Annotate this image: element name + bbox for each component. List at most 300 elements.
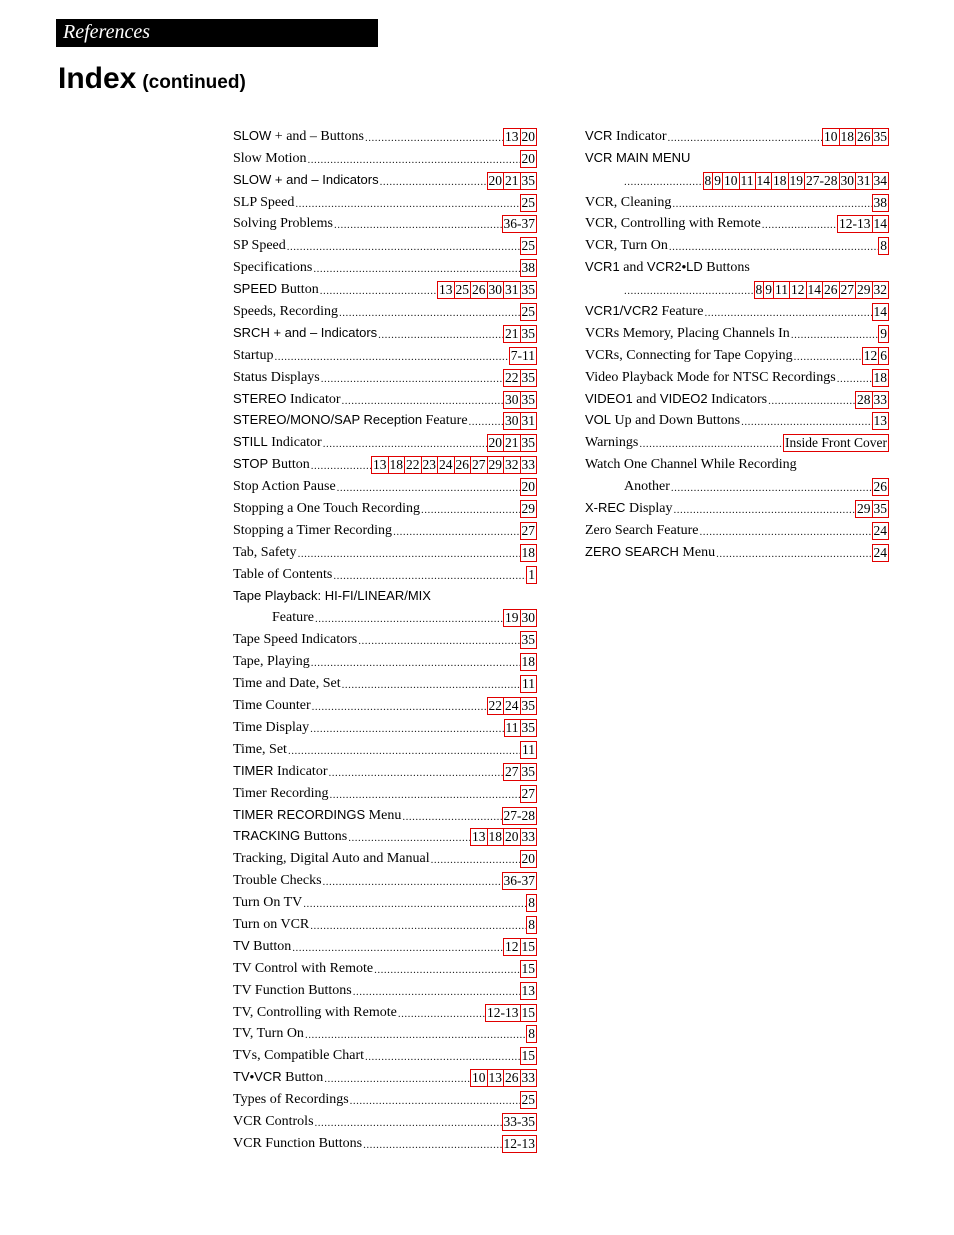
page-links xyxy=(873,303,890,321)
dot-leader xyxy=(398,1009,485,1019)
index-term xyxy=(585,194,671,212)
term-segment: Button xyxy=(281,1070,324,1086)
page-link[interactable]: 26 xyxy=(873,479,887,495)
page-link[interactable]: 25 xyxy=(521,1092,535,1108)
page-link[interactable]: 19 xyxy=(505,610,519,626)
dot-leader xyxy=(315,1118,502,1128)
dot-leader xyxy=(348,833,470,843)
page-link[interactable]: 10 xyxy=(724,172,738,188)
term-segment: Video Playback Mode for NTSC Recordings xyxy=(585,369,836,385)
page-link[interactable]: 26 xyxy=(824,282,838,298)
page-link[interactable]: 33 xyxy=(521,457,535,473)
page-link[interactable]: 38 xyxy=(873,194,887,210)
page-links xyxy=(873,522,890,540)
page-link[interactable]: 27 xyxy=(521,522,535,538)
term-segment: Indicator xyxy=(286,391,341,407)
page-link[interactable]: 14 xyxy=(807,282,821,298)
page-links xyxy=(521,1047,538,1065)
index-entry xyxy=(585,365,889,387)
index-entry xyxy=(585,496,889,518)
page-link[interactable]: 20 xyxy=(521,150,535,166)
page-link[interactable]: 18 xyxy=(521,544,535,560)
page-link[interactable]: 27-28 xyxy=(503,807,535,823)
index-term xyxy=(233,960,373,978)
page-link[interactable]: 35 xyxy=(521,325,535,341)
page-link[interactable]: 18 xyxy=(873,369,887,385)
page-link[interactable]: 8 xyxy=(528,1026,535,1042)
page-links xyxy=(503,807,538,825)
dot-leader xyxy=(323,877,502,887)
term-segment: Slow Motion xyxy=(233,150,307,166)
page-links xyxy=(704,172,890,190)
index-entry xyxy=(585,343,889,365)
index-term xyxy=(233,478,336,496)
term-segment: Tab, Safety xyxy=(233,544,297,560)
page-link[interactable]: 26 xyxy=(455,457,469,473)
index-entry xyxy=(233,321,537,343)
page-link[interactable]: 18 xyxy=(488,829,502,845)
page-links xyxy=(521,478,538,496)
dot-leader xyxy=(330,790,520,800)
page-link[interactable]: 8 xyxy=(755,282,763,298)
index-term xyxy=(233,324,377,343)
index-entry xyxy=(233,387,537,409)
term-segment: STILL xyxy=(233,434,268,450)
term-segment: Another xyxy=(624,479,670,495)
page-links xyxy=(503,1113,538,1131)
page-link[interactable]: 35 xyxy=(873,501,887,517)
index-entry xyxy=(585,190,889,212)
page-link[interactable]: 13 xyxy=(873,413,887,429)
page-link[interactable]: 27 xyxy=(840,282,854,298)
page-link[interactable]: 29 xyxy=(488,457,502,473)
page-link[interactable]: 13 xyxy=(505,128,519,144)
term-segment: VCR1 xyxy=(585,259,620,275)
page-link[interactable]: 15 xyxy=(521,1004,535,1020)
page-link[interactable]: 12 xyxy=(505,938,519,954)
page-links xyxy=(856,500,889,518)
index-entry xyxy=(233,1043,537,1065)
page-link[interactable]: 13 xyxy=(472,829,486,845)
dot-leader xyxy=(624,286,754,296)
index-entry xyxy=(585,387,889,409)
page-link[interactable]: Inside Front Cover xyxy=(785,435,887,451)
page-link[interactable]: 23 xyxy=(422,457,436,473)
page-link[interactable]: 7-11 xyxy=(510,347,535,363)
page-link[interactable]: 10 xyxy=(472,1070,486,1086)
page-link[interactable]: 13 xyxy=(521,982,535,998)
page-link[interactable]: 27-28 xyxy=(806,172,838,188)
page-link[interactable]: 35 xyxy=(873,128,887,144)
index-term xyxy=(233,1135,362,1153)
term-segment: TVs, Compatible Chart xyxy=(233,1048,365,1064)
index-term xyxy=(233,1091,349,1109)
page-link[interactable]: 35 xyxy=(521,369,535,385)
term-segment: Button xyxy=(249,938,292,954)
page-link[interactable]: 36-37 xyxy=(503,873,535,889)
page-links xyxy=(521,785,538,803)
index-entry xyxy=(233,627,537,649)
index-term xyxy=(233,544,297,562)
index-entry xyxy=(233,759,537,781)
page-links xyxy=(521,675,537,693)
index-entry xyxy=(233,365,537,387)
index-entry xyxy=(585,321,889,343)
page-link[interactable]: 9 xyxy=(765,282,772,298)
section-label: References xyxy=(63,21,150,43)
page-link[interactable]: 24 xyxy=(439,457,453,473)
page-link[interactable]: 18 xyxy=(521,654,535,670)
page-link[interactable]: 26 xyxy=(857,128,871,144)
page-link[interactable]: 11 xyxy=(522,741,535,757)
dot-leader xyxy=(310,724,503,734)
index-term xyxy=(233,1047,364,1065)
dot-leader xyxy=(674,505,855,515)
page-link[interactable]: 11 xyxy=(522,676,535,692)
page-link[interactable]: 15 xyxy=(521,960,535,976)
term-segment: VCR Function Buttons xyxy=(233,1135,363,1151)
index-entry xyxy=(233,1022,537,1044)
page-link[interactable]: 28 xyxy=(857,391,871,407)
term-segment: TIMER RECORDINGS xyxy=(233,806,366,822)
page-links xyxy=(856,391,889,409)
term-segment: VCR, Cleaning xyxy=(585,194,672,210)
dot-leader xyxy=(308,155,520,165)
page-links xyxy=(873,478,890,496)
index-term xyxy=(233,719,309,737)
term-segment: Tracking, Digital Auto and Manual xyxy=(233,851,430,867)
page-links xyxy=(527,894,537,912)
page-link[interactable]: 20 xyxy=(488,435,502,451)
index-entry xyxy=(233,803,537,825)
page-link[interactable]: 19 xyxy=(789,172,803,188)
dot-leader xyxy=(794,352,862,362)
page-link[interactable]: 20 xyxy=(521,851,535,867)
index-term xyxy=(585,127,666,146)
page-link[interactable]: 12-13 xyxy=(487,1004,519,1020)
page-link[interactable]: 20 xyxy=(488,172,502,188)
page-link[interactable]: 27 xyxy=(521,785,535,801)
term-segment: VCR2•LD xyxy=(646,259,703,275)
page-link[interactable]: 20 xyxy=(505,829,519,845)
page-links xyxy=(873,194,890,212)
dot-leader xyxy=(342,680,520,690)
page-links xyxy=(503,215,538,233)
term-segment: Time, Set xyxy=(233,741,287,757)
index-entry xyxy=(233,343,537,365)
page-link[interactable]: 18 xyxy=(773,172,787,188)
page-links xyxy=(471,828,537,846)
index-entry xyxy=(233,693,537,715)
page-link[interactable]: 31 xyxy=(857,172,871,188)
page-link[interactable]: 11 xyxy=(775,282,788,298)
index-term xyxy=(233,653,310,671)
dot-leader xyxy=(378,330,503,340)
page-title xyxy=(58,62,246,96)
dot-leader xyxy=(365,133,503,143)
page-link[interactable]: 25 xyxy=(521,194,535,210)
dot-leader xyxy=(312,702,487,712)
index-term xyxy=(233,259,312,277)
index-term xyxy=(233,587,431,606)
page-link[interactable]: 1 xyxy=(528,566,535,582)
page-link[interactable]: 33 xyxy=(873,391,887,407)
dot-leader xyxy=(333,571,526,581)
page-link[interactable]: 15 xyxy=(521,1048,535,1064)
page-link[interactable]: 9 xyxy=(714,172,721,188)
page-link[interactable]: 35 xyxy=(521,698,535,714)
page-link[interactable]: 27 xyxy=(505,763,519,779)
page-link[interactable]: 36-37 xyxy=(503,216,535,232)
index-term xyxy=(585,237,668,255)
dot-leader xyxy=(791,330,878,340)
index-term xyxy=(233,1113,314,1131)
page-link[interactable]: 31 xyxy=(505,282,519,298)
page-link[interactable]: 35 xyxy=(521,763,535,779)
page-link[interactable]: 30 xyxy=(505,391,519,407)
term-segment: SRCH + and – Indicators xyxy=(233,324,378,340)
index-term xyxy=(272,609,314,627)
page-link[interactable]: 13 xyxy=(373,457,387,473)
index-entry xyxy=(585,540,889,562)
page-link[interactable]: 33-35 xyxy=(503,1113,535,1129)
index-column-right xyxy=(585,124,889,562)
page-links xyxy=(521,653,538,671)
page-link[interactable]: 35 xyxy=(521,282,535,298)
page-link[interactable]: 35 xyxy=(521,391,535,407)
dot-leader xyxy=(323,439,487,449)
page-link[interactable]: 13 xyxy=(439,282,453,298)
page-links xyxy=(873,544,890,562)
index-entry xyxy=(233,606,537,628)
page-link[interactable]: 33 xyxy=(521,1070,535,1086)
dot-leader xyxy=(716,549,871,559)
section-header-bar xyxy=(56,19,378,47)
page-link[interactable]: 20 xyxy=(521,479,535,495)
page-links xyxy=(521,303,538,321)
page-link[interactable]: 15 xyxy=(521,938,535,954)
index-subtitle: (continued) xyxy=(142,72,246,93)
page-links xyxy=(521,982,538,1000)
term-segment: SP Speed xyxy=(233,238,286,254)
term-segment: Time Counter xyxy=(233,698,311,714)
index-entry xyxy=(585,212,889,234)
page-link[interactable]: 22 xyxy=(505,369,519,385)
page-link[interactable]: 26 xyxy=(505,1070,519,1086)
page-links xyxy=(503,1135,538,1153)
page-link[interactable]: 26 xyxy=(472,282,486,298)
page-link[interactable]: 22 xyxy=(488,698,502,714)
term-segment: TRACKING xyxy=(233,828,301,844)
page-link[interactable]: 32 xyxy=(873,282,887,298)
index-entry xyxy=(233,868,537,890)
page-link[interactable]: 22 xyxy=(406,457,420,473)
page-link[interactable]: 35 xyxy=(521,632,535,648)
term-segment: VCRs, Connecting for Tape Copying xyxy=(585,347,793,363)
page-link[interactable]: 12 xyxy=(791,282,805,298)
page-link[interactable]: 14 xyxy=(873,216,887,232)
page-link[interactable]: 30 xyxy=(488,282,502,298)
term-segment: Feature xyxy=(657,304,704,320)
page-links xyxy=(504,609,537,627)
page-link[interactable]: 18 xyxy=(389,457,403,473)
index-entry xyxy=(585,255,889,277)
page-link[interactable]: 12-13 xyxy=(503,1135,535,1151)
page-link[interactable]: 9 xyxy=(880,325,887,341)
dot-leader xyxy=(768,396,855,406)
term-segment: X-REC xyxy=(585,500,626,516)
page-link[interactable]: 21 xyxy=(505,172,519,188)
dot-leader xyxy=(287,242,520,252)
page-link[interactable]: 12 xyxy=(863,347,878,363)
index-term xyxy=(233,1025,304,1043)
index-term xyxy=(233,741,287,759)
term-segment: Speeds, Recording xyxy=(233,304,338,320)
index-entry xyxy=(233,474,537,496)
index-term xyxy=(233,566,332,584)
term-segment: Display xyxy=(625,501,673,517)
term-segment: Menu xyxy=(365,807,402,823)
page-link[interactable]: 6 xyxy=(880,347,887,363)
page-link[interactable]: 21 xyxy=(505,325,519,341)
dot-leader xyxy=(298,549,520,559)
page-link[interactable]: 29 xyxy=(857,501,871,517)
page-links xyxy=(504,763,537,781)
page-link[interactable]: 38 xyxy=(521,260,535,276)
index-entry xyxy=(233,671,537,693)
term-segment: Turn On TV xyxy=(233,895,303,911)
page-link[interactable]: 34 xyxy=(873,172,887,188)
index-term xyxy=(233,894,302,912)
term-segment: Stopping a One Touch Recording xyxy=(233,501,420,517)
page-link[interactable]: 25 xyxy=(521,238,535,254)
page-link[interactable]: 8 xyxy=(528,916,535,932)
page-link[interactable]: 25 xyxy=(521,304,535,320)
dot-leader xyxy=(353,987,520,997)
page-links xyxy=(521,631,538,649)
term-segment: SLOW xyxy=(233,127,272,143)
page-links xyxy=(372,456,537,474)
dot-leader xyxy=(311,461,371,471)
page-link[interactable]: 12-13 xyxy=(839,216,871,232)
page-link[interactable]: 31 xyxy=(521,413,535,429)
index-term xyxy=(233,215,333,233)
index-entry xyxy=(233,737,537,759)
term-segment: TV•VCR xyxy=(233,1069,282,1085)
index-entry xyxy=(585,124,889,146)
term-segment: TV xyxy=(233,937,250,953)
dot-leader xyxy=(350,1096,520,1106)
page-links xyxy=(873,369,890,387)
dot-leader xyxy=(762,220,837,230)
page-link[interactable]: 25 xyxy=(455,282,469,298)
page-link[interactable]: 20 xyxy=(521,128,535,144)
page-links xyxy=(521,741,537,759)
dot-leader xyxy=(321,374,503,384)
page-link[interactable]: 33 xyxy=(521,829,535,845)
dot-leader xyxy=(469,417,503,427)
term-segment: Buttons xyxy=(320,128,364,144)
term-segment: Tape Playback: HI-FI/LINEAR/MIX xyxy=(233,587,431,603)
index-term xyxy=(233,194,294,212)
dot-leader xyxy=(672,199,871,209)
index-entry xyxy=(233,1109,537,1131)
page-link[interactable]: 13 xyxy=(488,1070,502,1086)
term-segment: TV Function Buttons xyxy=(233,982,352,998)
term-segment: Stop Action Pause xyxy=(233,479,336,495)
index-term xyxy=(233,171,379,190)
page-link[interactable]: 24 xyxy=(873,522,887,538)
page-link[interactable]: 8 xyxy=(880,238,887,254)
term-segment: TV, Turn On xyxy=(233,1026,304,1042)
term-segment: VCRs Memory, Placing Channels In xyxy=(585,325,790,341)
index-entry xyxy=(233,934,537,956)
page-link[interactable]: 8 xyxy=(704,172,712,188)
term-segment: and xyxy=(632,391,660,407)
dot-leader xyxy=(741,417,871,427)
term-segment: STOP xyxy=(233,456,269,472)
page-link[interactable]: 30 xyxy=(521,610,535,626)
term-segment: Indicator xyxy=(612,128,667,144)
dot-leader xyxy=(305,1030,526,1040)
index-entry xyxy=(233,299,537,321)
page-link[interactable]: 11 xyxy=(505,719,519,735)
page-links xyxy=(521,544,538,562)
term-segment: VCR xyxy=(585,127,613,143)
page-link[interactable]: 21 xyxy=(505,435,519,451)
page-link[interactable]: 14 xyxy=(756,172,770,188)
term-segment: Button xyxy=(277,282,319,298)
page-link[interactable]: 24 xyxy=(505,698,519,714)
term-segment: Specifications xyxy=(233,260,313,276)
index-term xyxy=(585,369,836,387)
index-term xyxy=(585,411,740,430)
index-entry xyxy=(233,846,537,868)
page-link[interactable]: 18 xyxy=(840,128,854,144)
dot-leader xyxy=(669,242,878,252)
page-link[interactable]: 24 xyxy=(873,544,887,560)
page-links xyxy=(488,434,538,452)
page-link[interactable]: 35 xyxy=(521,172,535,188)
index-term xyxy=(585,522,699,540)
term-segment: VCR, Turn On xyxy=(585,238,668,254)
page-link[interactable]: 27 xyxy=(472,457,486,473)
page-link[interactable]: 29 xyxy=(857,282,871,298)
index-entry xyxy=(233,430,537,452)
index-entry xyxy=(233,978,537,1000)
page-link[interactable]: 10 xyxy=(824,128,838,144)
page-link[interactable]: 14 xyxy=(873,304,887,320)
term-segment: Indicator xyxy=(273,763,328,779)
page-link[interactable]: 8 xyxy=(528,895,535,911)
index-term xyxy=(233,827,347,846)
page-link[interactable]: 35 xyxy=(521,435,535,451)
page-link[interactable]: 29 xyxy=(521,501,535,517)
page-link[interactable]: 30 xyxy=(505,413,519,429)
dot-leader xyxy=(328,768,503,778)
page-link[interactable]: 30 xyxy=(840,172,854,188)
page-link[interactable]: 11 xyxy=(740,172,754,188)
page-links xyxy=(488,172,538,190)
page-link[interactable]: 35 xyxy=(521,719,535,735)
page-links xyxy=(521,500,538,518)
index-term xyxy=(233,150,307,168)
page-links xyxy=(521,150,538,168)
index-term xyxy=(585,215,761,233)
term-segment: Status Displays xyxy=(233,369,320,385)
page-link[interactable]: 32 xyxy=(505,457,519,473)
dot-leader xyxy=(311,658,520,668)
